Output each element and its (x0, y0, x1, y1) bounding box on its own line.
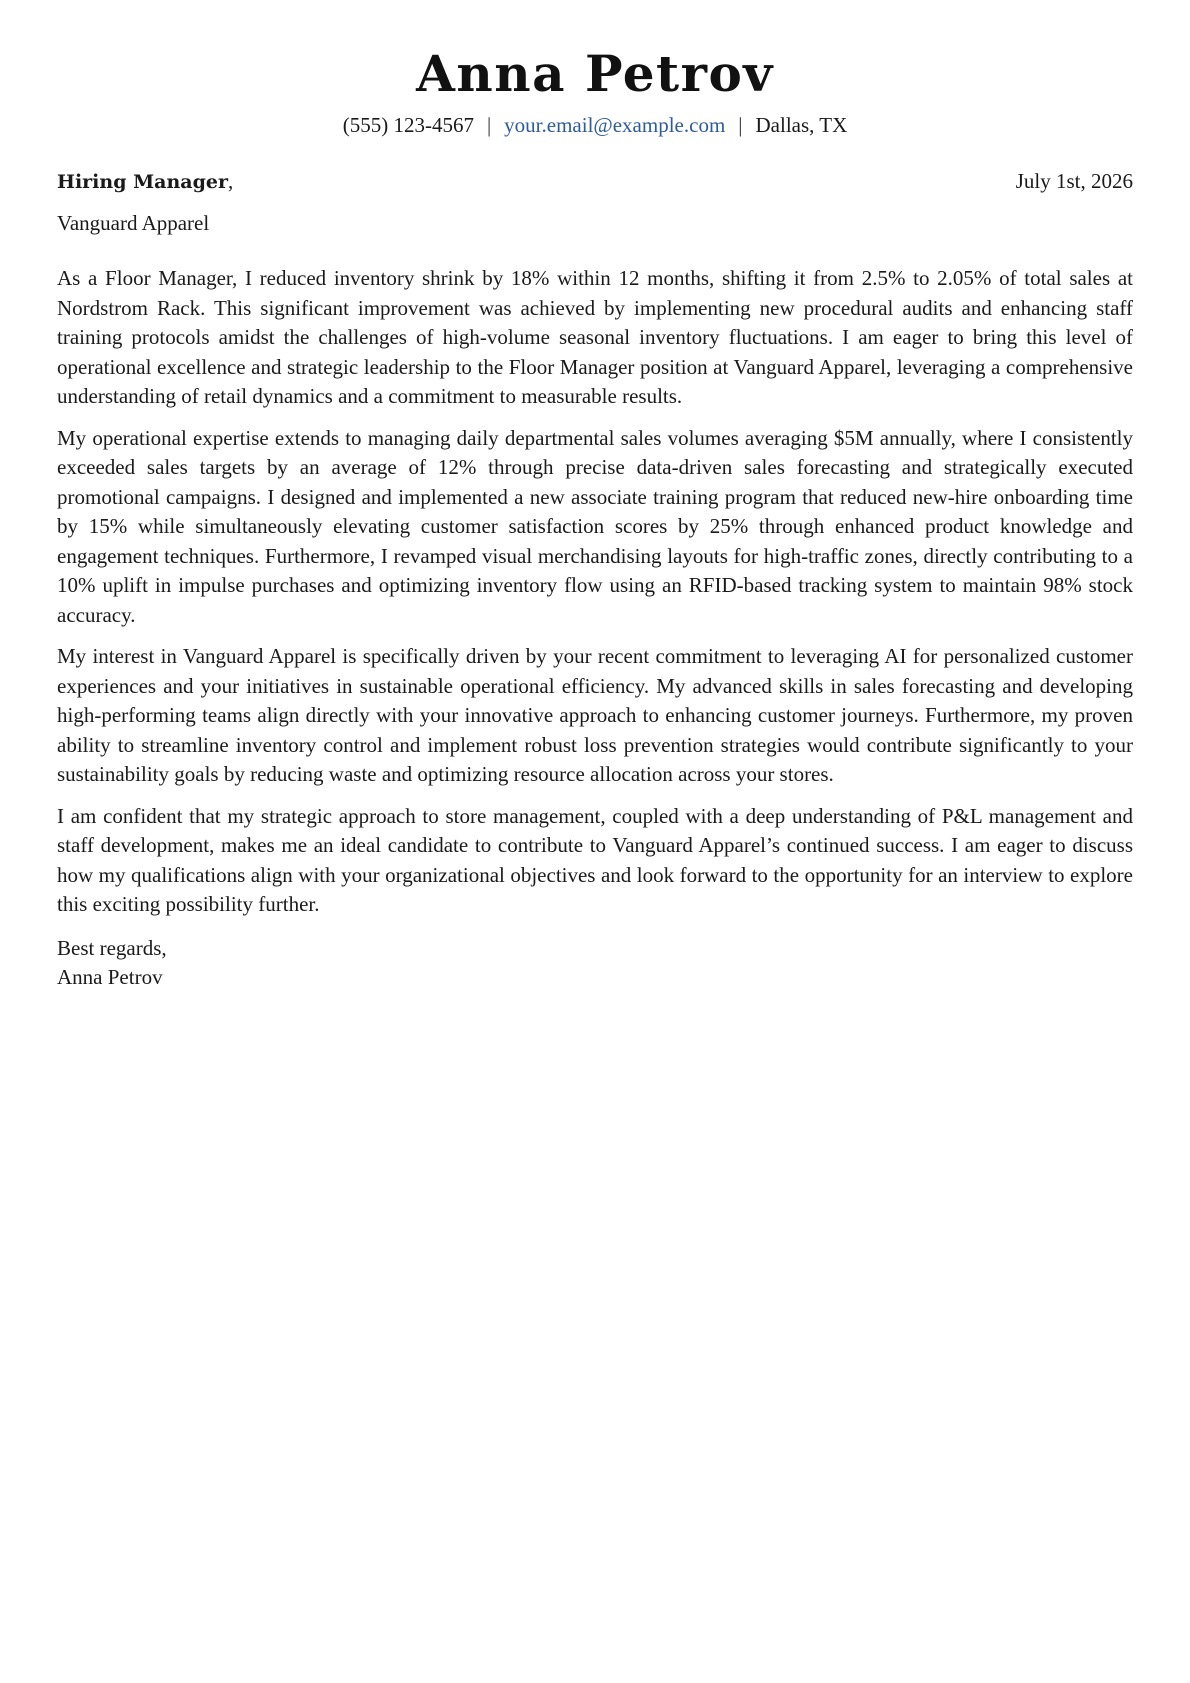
closing-phrase: Best regards, (57, 935, 167, 960)
salutation-row (57, 168, 1133, 195)
cover-letter-page (57, 0, 1133, 992)
email-link[interactable]: your.email@example.com (504, 113, 726, 137)
letter-date: July 1st, 2026 (1015, 169, 1133, 193)
company-name: Vanguard Apparel (57, 211, 210, 235)
signature-name: Anna Petrov (57, 964, 163, 989)
contact-line (57, 112, 1133, 138)
closing-block (57, 934, 1133, 992)
body-paragraph: I am confident that my strategic approach to store management, coupled with a deep understanding of P&L management and staff development, makes me an ideal candidate to contribute to Vanguard Apparel’s continued success. I am eager to discuss how my qualifications align with your organizational objectives and look forward to the opportunity for an interview to explore this exciting possibility further. (57, 803, 1133, 916)
location: Dallas, TX (755, 113, 848, 137)
recipient-name: Hiring Manager (57, 171, 228, 193)
recipient (57, 168, 233, 195)
contact-separator: | (738, 113, 743, 137)
body-paragraph: My interest in Vanguard Apparel is specifically driven by your recent commitment to leveraging AI for personalized customer experiences and your initiatives in sustainable operational efficiency. My advanced skills in sales forecasting and developing high-performing teams align directly with your innovative approach to enhancing customer journeys. Furthermore, my proven ability to streamline inventory control and implement robust loss prevention strategies would contribute significantly to your sustainability goals by reducing waste and optimizing resource allocation across your stores. (57, 644, 1133, 786)
body-paragraph: My operational expertise extends to managing daily departmental sales volumes averaging $5M annually, where I consistently exceeded sales targets by an average of 12% through precise data-driven sales forecasting and strategically executed promotional campaigns. I designed and implemented a new associate training program that reduced new-hire onboarding time by 15% while simultaneously elevating customer satisfaction scores by 25% through enhanced product knowledge and engagement techniques. Furthermore, I revamped visual merchandising layouts for high-traffic zones, directly contributing to a 10% uplift in impulse purchases and optimizing inventory flow using an RFID-based tracking system to maintain 98% stock accuracy. (57, 425, 1133, 627)
recipient-punctuation: , (227, 169, 234, 193)
applicant-name: Anna Petrov (416, 44, 774, 103)
contact-separator: | (486, 113, 492, 137)
body-paragraph: As a Floor Manager, I reduced inventory shrink by 18% within 12 months, shifting it from 2.5% to 2.05% of total sales at Nordstrom Rack. This significant improvement was achieved by implementing new procedural audits and enhancing staff training protocols amidst the challenges of high-volume seasonal inventory fluctuations. I am eager to bring this level of operational excellence and strategic leadership to the Floor Manager position at Vanguard Apparel, leveraging a comprehensive understanding of retail dynamics and a commitment to measurable results. (57, 266, 1133, 408)
phone-number: (555) 123-4567 (342, 113, 474, 137)
letter-body (57, 264, 1133, 920)
